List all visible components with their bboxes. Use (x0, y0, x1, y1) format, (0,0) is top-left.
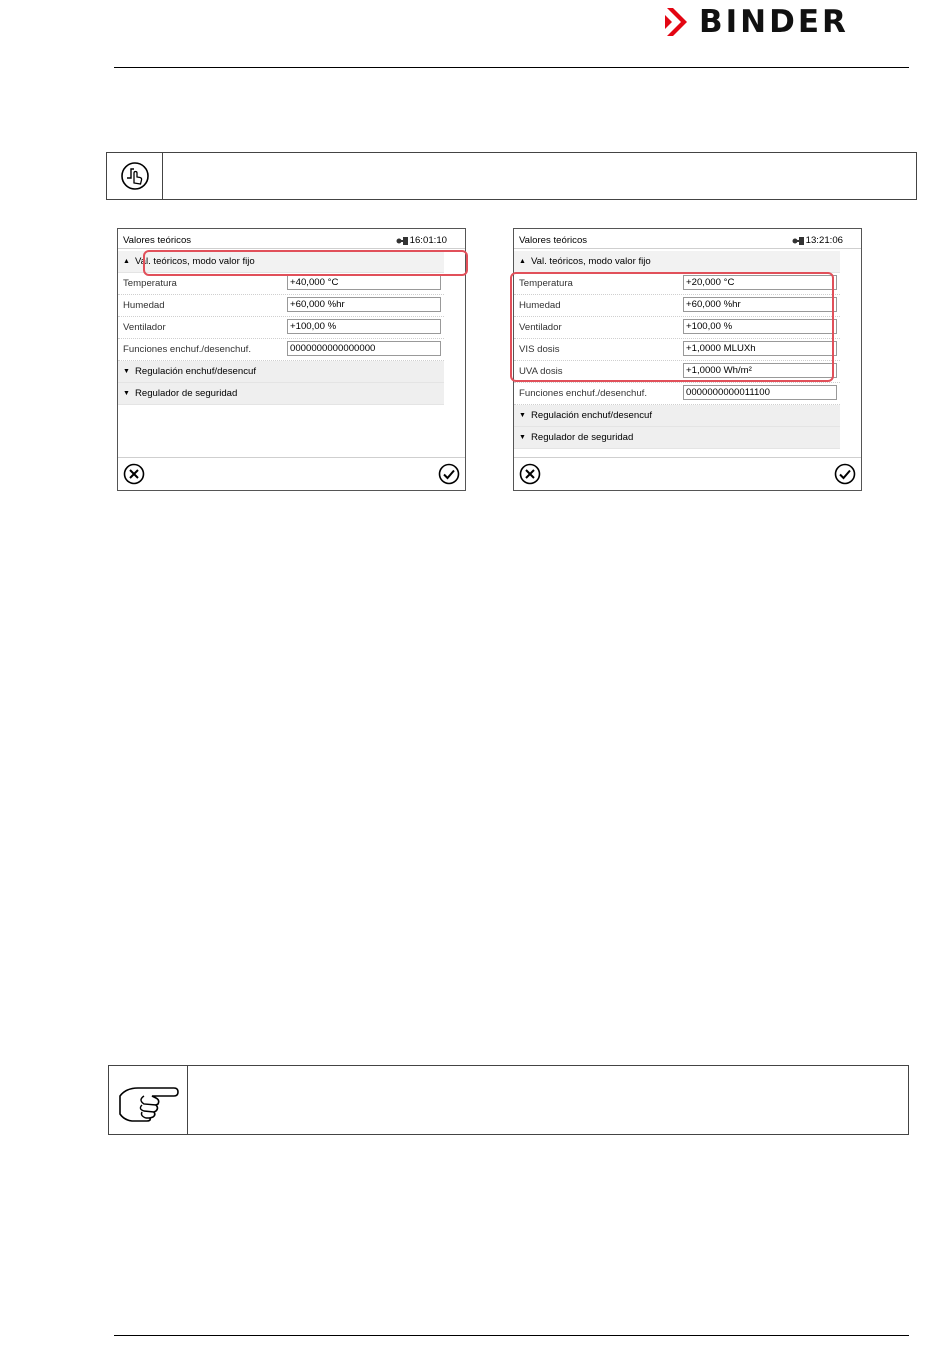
expand-triangle-icon: ▼ (123, 390, 130, 397)
row-label: Ventilador (519, 322, 562, 333)
screen-clock (792, 235, 843, 246)
screen-clock (396, 235, 447, 246)
row-label: Ventilador (123, 322, 166, 333)
section-label: Regulador de seguridad (530, 432, 634, 443)
setpoint-list (118, 251, 444, 405)
section-switch-control[interactable] (514, 405, 840, 427)
icon-cell (107, 153, 163, 199)
row-label: VIS dosis (519, 344, 560, 355)
humidity-input[interactable]: +60,000 %hr (683, 297, 837, 312)
row-humidity (514, 295, 840, 317)
row-label: Temperatura (519, 278, 573, 289)
pointing-hand-icon (116, 1078, 180, 1122)
screen-right (513, 228, 862, 491)
row-vis-dose (514, 339, 840, 361)
brand-name: BINDER (699, 4, 849, 40)
footer-rule (114, 1335, 909, 1336)
cancel-x-icon[interactable] (123, 463, 145, 485)
collapse-triangle-icon: ▲ (123, 258, 130, 265)
row-temperature (118, 273, 444, 295)
section-label: Regulador de seguridad (134, 388, 238, 399)
switch-functions-input[interactable]: 0000000000000000 (287, 341, 441, 356)
icon-cell (109, 1066, 188, 1134)
binder-logo-mark-icon (665, 6, 691, 38)
expand-triangle-icon: ▼ (519, 412, 526, 419)
binder-logo (665, 6, 915, 38)
uva-dose-input[interactable]: +1,0000 Wh/m² (683, 363, 837, 378)
collapse-triangle-icon: ▲ (519, 258, 526, 265)
row-temperature (514, 273, 840, 295)
instruction-box-top (106, 152, 917, 200)
row-label: Funciones enchuf./desenchuf. (519, 388, 648, 399)
finger-touch-icon (120, 161, 150, 191)
switch-functions-input[interactable]: 0000000000011100 (683, 385, 837, 400)
cancel-x-icon[interactable] (519, 463, 541, 485)
confirm-check-icon[interactable] (834, 463, 856, 485)
screen-divider (514, 248, 861, 249)
row-label: Humedad (123, 300, 165, 311)
row-label: Funciones enchuf./desenchuf. (123, 344, 252, 355)
temperature-input[interactable]: +40,000 °C (287, 275, 441, 290)
row-fan (118, 317, 444, 339)
screen-divider (118, 248, 465, 249)
temperature-input[interactable]: +20,000 °C (683, 275, 837, 290)
row-switch-functions (118, 339, 444, 361)
screen-footer (514, 457, 861, 490)
row-humidity (118, 295, 444, 317)
section-safety-controller[interactable] (118, 383, 444, 405)
header-rule (114, 67, 909, 68)
screen-title: Valores teóricos (123, 235, 192, 246)
row-uva-dose (514, 361, 840, 383)
section-fixed-value-mode[interactable] (514, 251, 840, 273)
section-safety-controller[interactable] (514, 427, 840, 449)
section-label: Regulación enchuf/desencuf (530, 410, 653, 421)
confirm-check-icon[interactable] (438, 463, 460, 485)
expand-triangle-icon: ▼ (519, 434, 526, 441)
row-label: Temperatura (123, 278, 177, 289)
section-label: Val. teóricos, modo valor fijo (530, 256, 651, 267)
section-fixed-value-mode[interactable] (118, 251, 444, 273)
row-fan (514, 317, 840, 339)
fan-input[interactable]: +100,00 % (287, 319, 441, 334)
note-box (108, 1065, 909, 1135)
screen-left (117, 228, 466, 491)
row-label: Humedad (519, 300, 561, 311)
section-label: Regulación enchuf/desencuf (134, 366, 257, 377)
row-switch-functions (514, 383, 840, 405)
key-icon (396, 236, 408, 246)
setpoint-list (514, 251, 840, 449)
section-switch-control[interactable] (118, 361, 444, 383)
vis-dose-input[interactable]: +1,0000 MLUXh (683, 341, 837, 356)
key-icon (792, 236, 804, 246)
screen-time: 13:21:06 (805, 235, 843, 246)
screen-footer (118, 457, 465, 490)
humidity-input[interactable]: +60,000 %hr (287, 297, 441, 312)
screen-title: Valores teóricos (519, 235, 588, 246)
fan-input[interactable]: +100,00 % (683, 319, 837, 334)
screen-time: 16:01:10 (409, 235, 447, 246)
section-label: Val. teóricos, modo valor fijo (134, 256, 255, 267)
row-label: UVA dosis (519, 366, 563, 377)
expand-triangle-icon: ▼ (123, 368, 130, 375)
